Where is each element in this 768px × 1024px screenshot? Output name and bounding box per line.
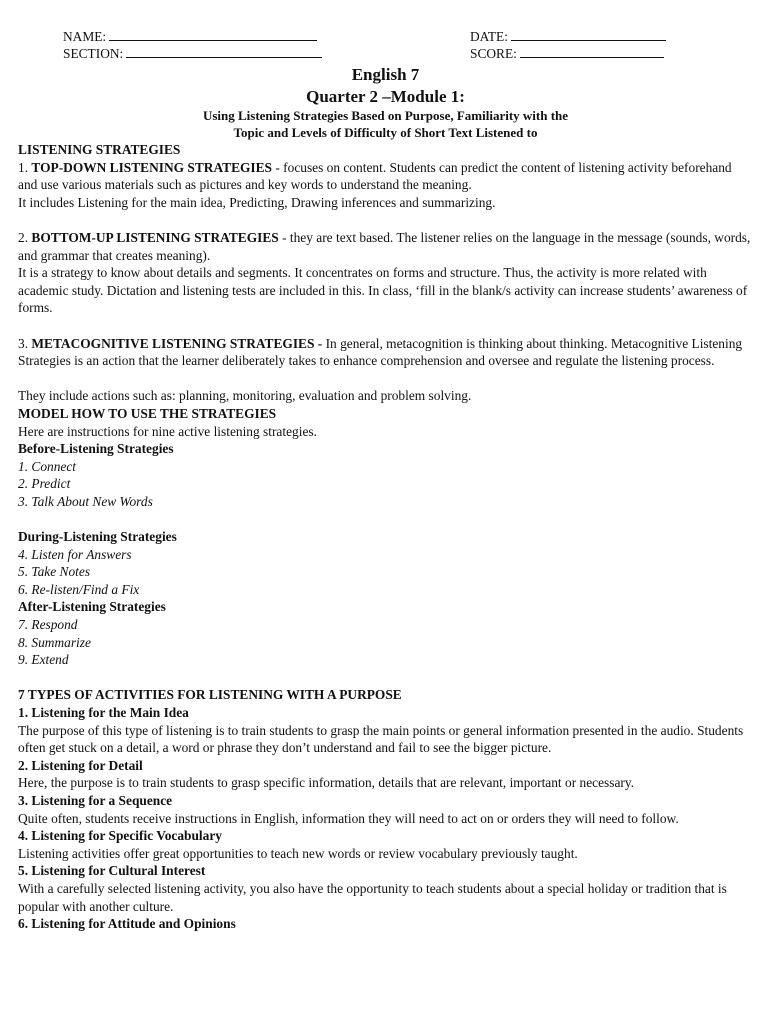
strategy-2-text: - they are text based. The listener relies on the language in the message (sounds, words, and grammar that creates meaning).	[18, 229, 751, 263]
strategy-1-text2: It includes Listening for the main idea, Predicting, Drawing inferences and summarizing.	[18, 194, 496, 210]
name-label: NAME:	[63, 29, 107, 44]
strategy-3-text2: They include actions such as: planning, monitoring, evaluation and problem solving.	[18, 388, 472, 404]
activity-title: 4. Listening for Specific Vocabulary	[18, 828, 222, 844]
before-heading: Before-Listening Strategies	[18, 441, 174, 457]
header-row-1	[18, 28, 753, 45]
strategy-1-title: TOP-DOWN LISTENING STRATEGIES	[31, 159, 273, 175]
worksheet-page	[18, 28, 753, 933]
section-blank	[126, 46, 322, 58]
list-item: 6. Re-listen/Find a Fix	[18, 581, 140, 597]
date-blank	[511, 29, 666, 41]
activity-text: The purpose of this type of listening is to train students to grasp the main points or general information presented in the audio. Students often get stuck on a detail, a word or phrase they don’t understand and fail to see the bigger picture.	[18, 722, 744, 756]
strategy-1-text: - focuses on content. Students can predict the content of listening activity beforehand and use various materials such as pictures and key words to understand the meaning.	[18, 159, 732, 193]
activity-text: Quite often, students receive instructions in English, information they will need to act on or orders they will need to follow.	[18, 810, 679, 826]
activity-title: 2. Listening for Detail	[18, 757, 143, 773]
activity-text: Here, the purpose is to train students to grasp specific information, details that are relevant, important or necessary.	[18, 775, 635, 791]
score-field	[470, 45, 664, 63]
list-item: 8. Summarize	[18, 634, 91, 650]
list-item: 3. Talk About New Words	[18, 493, 153, 509]
strategy-3-title: METACOGNITIVE LISTENING STRATEGIES -	[31, 335, 323, 351]
list-item: 4. Listen for Answers	[18, 546, 132, 562]
activity-title: 6. Listening for Attitude and Opinions	[18, 916, 236, 932]
strategy-2: 2. BOTTOM-UP LISTENING STRATEGIES - they are text based. The listener relies on the language in the message (sounds, words, and grammar that creates meaning).	[18, 229, 751, 263]
section-field	[63, 45, 322, 63]
list-item: 5. Take Notes	[18, 564, 91, 580]
name-blank	[109, 29, 317, 41]
activity-title: 5. Listening for Cultural Interest	[18, 863, 206, 879]
activity-text: With a carefully selected listening activity, you also have the opportunity to teach students about a special holiday or tradition that is popular with another culture.	[18, 880, 727, 914]
activity-text: Listening activities offer great opportunities to teach new words or review vocabulary previously taught.	[18, 845, 578, 861]
list-item: 9. Extend	[18, 652, 69, 668]
score-blank	[520, 46, 664, 58]
name-field	[63, 28, 317, 46]
strategy-1: 1. TOP-DOWN LISTENING STRATEGIES - focuses on content. Students can predict the content of listening activity beforehand and use various materials such as pictures and key words to understand the meaning.	[18, 159, 732, 193]
strategy-3: 3. METACOGNITIVE LISTENING STRATEGIES - In general, metacognition is thinking about thinking. Metacognitive Listening Strategies is an action that the learner deliberately takes to enhance comprehension and oversee and regulate the listening process.	[18, 335, 743, 369]
activity-title: 1. Listening for the Main Idea	[18, 705, 189, 720]
activity-title: 3. Listening for a Sequence	[18, 792, 173, 808]
strategy-2-title: BOTTOM-UP LISTENING STRATEGIES	[31, 229, 279, 245]
after-heading: After-Listening Strategies	[18, 599, 166, 615]
title: English 7	[351, 65, 420, 84]
list-item: 2. Predict	[18, 476, 71, 492]
module-title: Quarter 2 –Module 1:	[306, 87, 465, 106]
subtitle-line-1: Using Listening Strategies Based on Purpose, Familiarity with the	[202, 108, 569, 123]
date-field	[470, 28, 666, 46]
score-label: SCORE:	[470, 46, 517, 61]
model-intro: Here are instructions for nine active listening strategies.	[18, 423, 317, 439]
model-heading: MODEL HOW TO USE THE STRATEGIES	[18, 405, 277, 421]
subtitle-line-2: Topic and Levels of Difficulty of Short Text Listened to	[233, 125, 538, 140]
listening-strategies-heading: LISTENING STRATEGIES	[18, 142, 181, 157]
date-label: DATE:	[470, 29, 508, 44]
strategy-3-text: In general, metacognition is thinking about thinking. Metacognitive Listening Strategies is an action that the learner deliberately takes to enhance comprehension and oversee and regulate the listening process.	[18, 335, 743, 369]
during-heading: During-Listening Strategies	[18, 529, 177, 545]
section-label: SECTION:	[63, 46, 124, 61]
activities-heading: 7 TYPES OF ACTIVITIES FOR LISTENING WITH A PURPOSE	[18, 687, 402, 703]
list-item: 1. Connect	[18, 458, 77, 474]
header-row-2	[18, 45, 753, 62]
list-item: 7. Respond	[18, 617, 78, 633]
strategy-2-text2: It is a strategy to know about details and segments. It concentrates on forms and structure. Thus, the activity is more related with academic study. Dictation and listening tests are included in this. In class, ‘fill in the blank/s activity can increase students’ awareness of forms.	[18, 265, 748, 316]
